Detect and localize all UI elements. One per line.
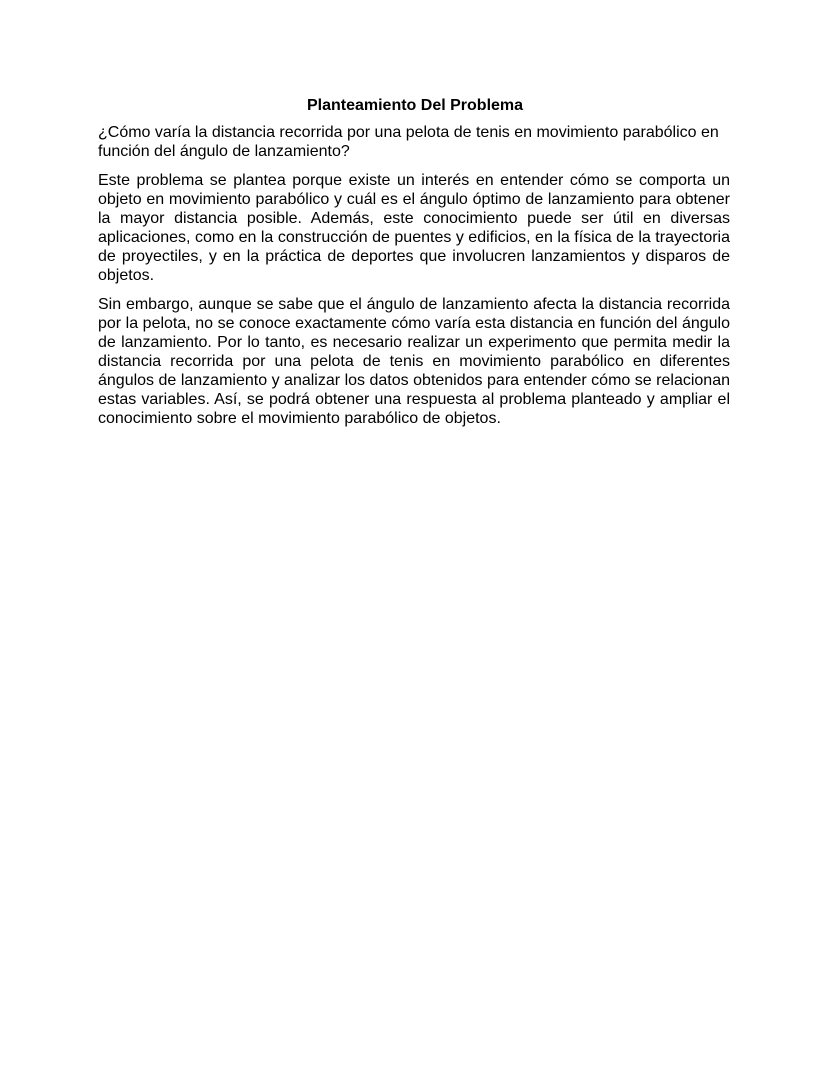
document-page: [98, 96, 730, 438]
paragraph-problem-statement: Sin embargo, aunque se sabe que el ángulo de lanzamiento afecta la distancia recorrida por la pelota, no se conoce exactamente cómo varía esta distancia en función del ángulo de lanzamiento. Por lo tanto, es necesario realizar un experimento que permita medir la distancia recorrida por una pelota de tenis en movimiento parabólico en diferentes ángulos de lanzamiento y analizar los datos obtenidos para entender cómo se relacionan estas variables. Así, se podrá obtener una respuesta al problema planteado y ampliar el conocimiento sobre el movimiento parabólico de objetos.: [98, 296, 730, 427]
document-title: Planteamiento Del Problema: [306, 97, 524, 114]
paragraph-motivation: Este problema se plantea porque existe un interés en entender cómo se comporta un objeto en movimiento parabólico y cuál es el ángulo óptimo de lanzamiento para obtener la mayor distancia posible. Además, este conocimiento puede ser útil en diversas aplicaciones, como en la construcción de puentes y edificios, en la física de la trayectoria de proyectiles, y en la práctica de deportes que involucren lanzamientos y disparos de objetos.: [98, 172, 730, 284]
paragraph-research-question: ¿Cómo varía la distancia recorrida por una pelota de tenis en movimiento parabólico en función del ángulo de lanzamiento?: [98, 124, 719, 160]
